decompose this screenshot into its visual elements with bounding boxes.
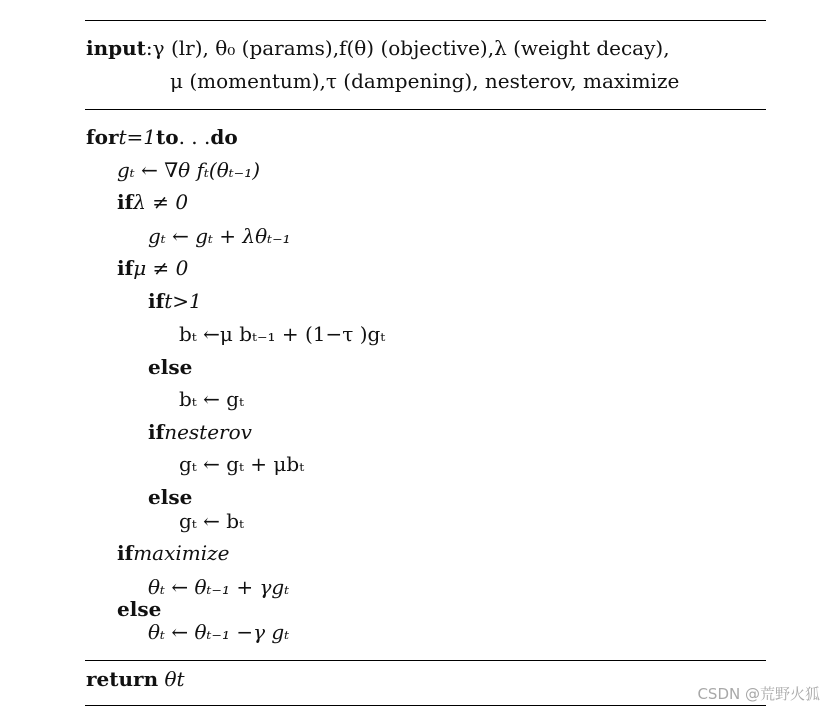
descent-update: θₜ ← θₜ₋₁ −γ gₜ <box>148 620 290 644</box>
header-rule <box>85 109 766 110</box>
input-params-1: :γ (lr), θ₀ (params),f(θ) (objective),λ (weight decay), <box>145 36 670 60</box>
watermark: CSDN @荒野火狐 <box>697 685 820 703</box>
weight-decay-update-line <box>148 224 291 248</box>
footer-rule <box>85 660 766 661</box>
input-params-2: μ (momentum),τ (dampening), nesterov, maximize <box>170 69 680 93</box>
if-momentum-line <box>117 256 188 280</box>
input-keyword: input <box>86 36 146 60</box>
weight-decay-condition: λ ≠ 0 <box>133 190 189 214</box>
if-keyword: if <box>117 541 134 565</box>
for-line <box>86 125 238 149</box>
maximize-condition: maximize <box>133 541 230 565</box>
descent-update-line <box>148 620 289 644</box>
return-value: θt <box>164 667 185 691</box>
t-condition: t>1 <box>164 289 202 313</box>
if-keyword: if <box>148 289 165 313</box>
else-line-2 <box>148 485 192 509</box>
for-expression: t=1 <box>118 125 157 149</box>
top-rule <box>85 20 766 21</box>
else-keyword: else <box>117 597 162 621</box>
do-keyword: do <box>210 125 238 149</box>
gradient-line <box>117 158 260 182</box>
buffer-update: bₜ ←μ bₜ₋₁ + (1−τ )gₜ <box>179 322 386 346</box>
return-keyword: return <box>86 667 159 691</box>
buffer-init-line <box>179 387 244 411</box>
else-line-1 <box>148 355 192 379</box>
buffer-init: bₜ ← gₜ <box>179 387 244 411</box>
gradient-expression: gₜ ← ∇θ fₜ(θₜ₋₁) <box>117 158 261 182</box>
buffer-update-line <box>179 322 385 346</box>
nesterov-condition: nesterov <box>164 420 252 444</box>
ascent-update: θₜ ← θₜ₋₁ + γgₜ <box>148 575 290 599</box>
ellipsis: . . . <box>178 125 211 149</box>
momentum-condition: μ ≠ 0 <box>133 256 189 280</box>
weight-decay-update: gₜ ← gₜ + λθₜ₋₁ <box>148 224 291 248</box>
bottom-rule <box>85 705 766 706</box>
for-keyword: for <box>86 125 119 149</box>
else-keyword: else <box>148 485 193 509</box>
else-line-3 <box>117 597 161 621</box>
input-line-1 <box>86 36 670 60</box>
if-maximize-line <box>117 541 230 565</box>
if-nesterov-line <box>148 420 252 444</box>
to-keyword: to <box>156 125 179 149</box>
input-line-2 <box>170 69 679 93</box>
if-keyword: if <box>148 420 165 444</box>
return-line <box>86 667 185 691</box>
nesterov-update: gₜ ← gₜ + μbₜ <box>179 452 305 476</box>
if-keyword: if <box>117 256 134 280</box>
if-t-line <box>148 289 202 313</box>
nesterov-update-line <box>179 452 304 476</box>
plain-update-line <box>179 509 244 533</box>
ascent-update-line <box>148 575 289 599</box>
if-keyword: if <box>117 190 134 214</box>
plain-update: gₜ ← bₜ <box>179 509 244 533</box>
if-weight-decay-line <box>117 190 188 214</box>
else-keyword: else <box>148 355 193 379</box>
